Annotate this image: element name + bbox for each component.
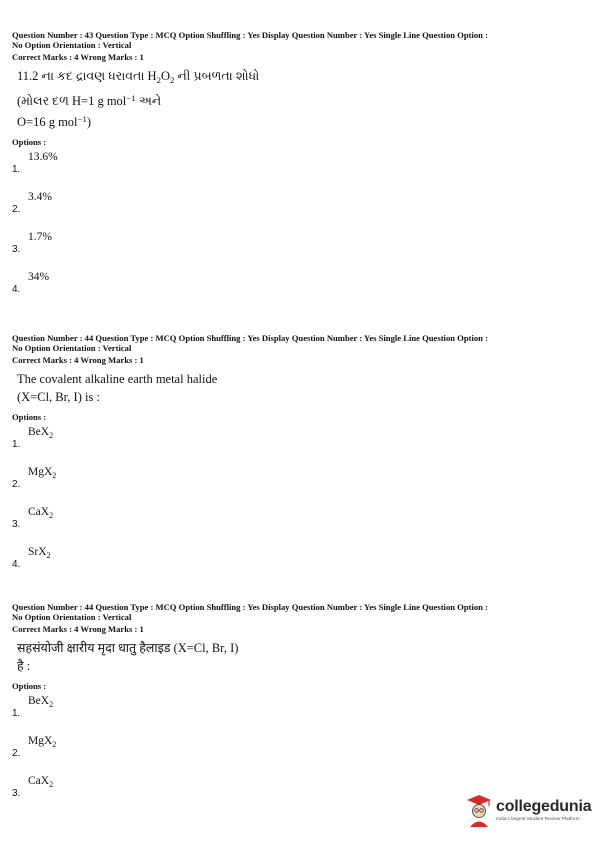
marks-line: Correct Marks : 4 Wrong Marks : 1 <box>12 52 144 62</box>
question-block-43 <box>12 30 587 307</box>
question-text: 11.2 ના કદ દ્રાવણ ધરાવતા $H_2O_2$ ની પ્રબળતા શોધો (મોલર દળ H=1 g mol$^{-1}$ અને O=16 g mol$^{-1}$) <box>17 69 260 129</box>
graduate-mascot-icon <box>464 792 494 828</box>
options-label: Options : <box>12 412 47 422</box>
question-meta-line: No Option Orientation : Vertical <box>12 343 132 353</box>
option-1[interactable]: 1. BeX$_2$ <box>12 695 54 719</box>
option-3[interactable]: 3. CaX$_2$ <box>12 506 54 530</box>
option-1[interactable]: 1. 13.6% <box>12 151 58 175</box>
marks-line: Correct Marks : 4 Wrong Marks : 1 <box>12 624 144 634</box>
option-3[interactable]: 3. CaX$_2$ <box>12 775 54 799</box>
option-2[interactable]: 2. 3.4% <box>12 191 52 215</box>
options-label: Options : <box>12 681 47 691</box>
option-4[interactable]: 4. 34% <box>12 271 50 295</box>
marks-line: Correct Marks : 4 Wrong Marks : 1 <box>12 355 144 365</box>
option-3[interactable]: 3. 1.7% <box>12 231 52 255</box>
question-meta-line: Question Number : 44 Question Type : MCQ Option Shuffling : Yes Display Question Number : Yes Single Line Question Option : <box>12 333 488 343</box>
question-block-44-hindi <box>12 602 587 811</box>
question-block-44-english <box>12 333 587 582</box>
option-2[interactable]: 2. MgX$_2$ <box>12 735 57 759</box>
question-meta-line: No Option Orientation : Vertical <box>12 612 132 622</box>
collegedunia-logo <box>462 792 592 828</box>
option-2[interactable]: 2. MgX$_2$ <box>12 466 57 490</box>
question-meta-line: Question Number : 43 Question Type : MCQ Option Shuffling : Yes Display Question Number : Yes Single Line Question Option : <box>12 30 488 40</box>
question-meta-line: Question Number : 44 Question Type : MCQ Option Shuffling : Yes Display Question Number : Yes Single Line Question Option : <box>12 602 488 612</box>
question-text: सहसंयोजी क्षारीय मृदा धातु हैलाइड (X=Cl, Br, I) है : <box>17 641 239 673</box>
options-label: Options : <box>12 137 47 147</box>
option-4[interactable]: 4. SrX$_2$ <box>12 546 51 570</box>
brand-name: collegedunia <box>496 798 592 815</box>
option-1[interactable]: 1. BeX$_2$ <box>12 426 54 450</box>
question-text: The covalent alkaline earth metal halide (X=Cl, Br, I) is : <box>17 372 218 404</box>
question-meta-line: No Option Orientation : Vertical <box>12 40 132 50</box>
brand-tagline: India's largest Student Review Platform <box>496 817 580 822</box>
